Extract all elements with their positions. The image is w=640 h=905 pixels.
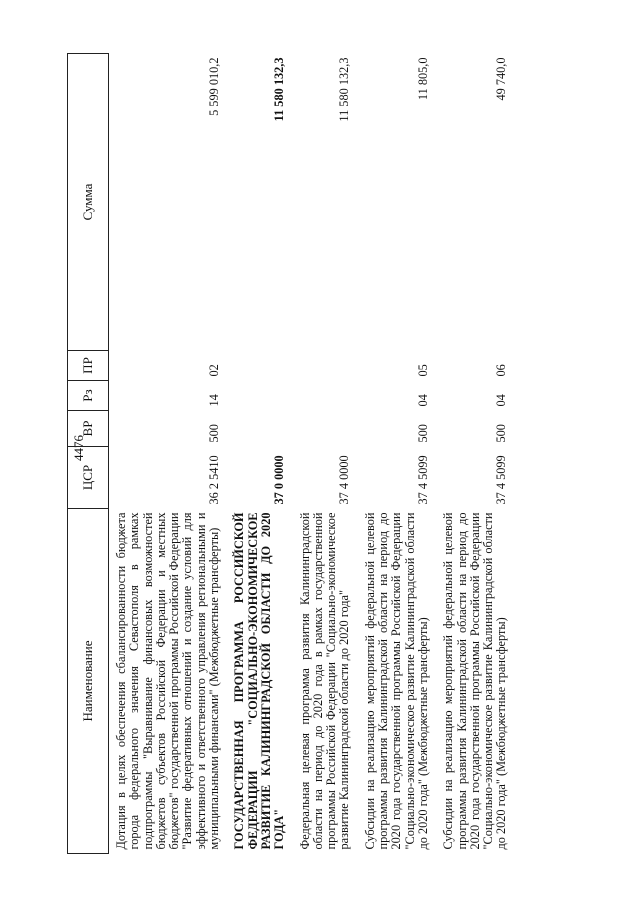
table-row xyxy=(358,54,436,854)
row-vr xyxy=(293,411,358,447)
table-header-row xyxy=(68,54,109,854)
row-vr: 500 xyxy=(415,424,430,443)
row-rz: 14 xyxy=(207,394,222,407)
header-rz: Рз xyxy=(68,381,109,411)
row-csr: 36 2 5410 xyxy=(207,455,222,505)
rotated-table-wrapper xyxy=(67,54,587,854)
row-name: Субсидии на реализацию мероприятий федеральной целевой программы развития Калининградской области на период до 2020 года государственной программы Российской Федерации "Социально-экономическое развитие Калининградской области до 2020 года" (Межбюджетные трансферты) xyxy=(362,512,430,850)
row-rz: 04 xyxy=(415,394,430,407)
row-csr: 37 4 0000 xyxy=(337,455,352,505)
row-name: Федеральная целевая программа развития Калининградской области на период до 2020 года в рамках государственной программы Российской Федерации "Социально-экономическое развитие Калининградской области до 2020 года" xyxy=(297,512,352,850)
row-name: Субсидии на реализацию мероприятий федеральной целевой программы развития Калининградской области на период до 2020 года государственной программы Российской Федерации "Социально-экономическое развитие Калининградской области до 2020 года" (Межбюджетные трансферты) xyxy=(441,512,509,850)
row-pr: 05 xyxy=(415,364,430,377)
header-csr: ЦСР xyxy=(68,447,109,509)
row-csr: 37 4 5099 xyxy=(494,455,509,505)
row-sum: 5 599 010,2 xyxy=(207,57,222,116)
row-sum: 11 580 132,3 xyxy=(272,57,287,122)
row-rz xyxy=(293,381,358,411)
table-row xyxy=(436,54,514,854)
header-pr: ПР xyxy=(68,351,109,381)
row-csr: 37 0 0000 xyxy=(272,455,287,505)
row-pr xyxy=(227,351,292,381)
row-pr: 06 xyxy=(494,364,509,377)
row-pr: 02 xyxy=(207,364,222,377)
header-sum: Сумма xyxy=(68,54,109,351)
row-rz xyxy=(227,381,292,411)
table-row xyxy=(227,54,292,854)
row-vr: 500 xyxy=(207,424,222,443)
row-name: Дотация в целях обеспечения сбалансированности бюджета города федерального значения Севастополя в рамках подпрограммы "Выравнивание финансовых возможностей бюджетов субъектов Российской Федерации и местных бюджетов" государственной программы Российской Федерации "Развитие федеративных отношений и создание условий для эффективного и ответственного управления региональными и муниципальными финансами" (Межбюджетные трансферты) xyxy=(114,512,222,850)
row-vr: 500 xyxy=(494,424,509,443)
table-row xyxy=(109,54,228,854)
row-name: ГОСУДАРСТВЕННАЯ ПРОГРАММА РОССИЙСКОЙ ФЕДЕРАЦИИ "СОЦИАЛЬНО-ЭКОНОМИЧЕСКОЕ РАЗВИТИЕ КАЛИНИНГРАДСКОЙ ОБЛАСТИ ДО 2020 ГОДА" xyxy=(232,512,287,850)
page-number: 4476 xyxy=(71,435,86,461)
header-name: Наименование xyxy=(68,509,109,854)
budget-table xyxy=(67,53,515,854)
table-row xyxy=(293,54,358,854)
row-pr xyxy=(293,351,358,381)
row-rz: 04 xyxy=(494,394,509,407)
row-vr xyxy=(227,411,292,447)
row-sum: 49 740,0 xyxy=(494,57,509,101)
row-csr: 37 4 5099 xyxy=(415,455,430,505)
row-sum: 11 805,0 xyxy=(415,57,430,101)
header-vr: ВР xyxy=(68,411,109,447)
row-sum: 11 580 132,3 xyxy=(337,57,352,122)
